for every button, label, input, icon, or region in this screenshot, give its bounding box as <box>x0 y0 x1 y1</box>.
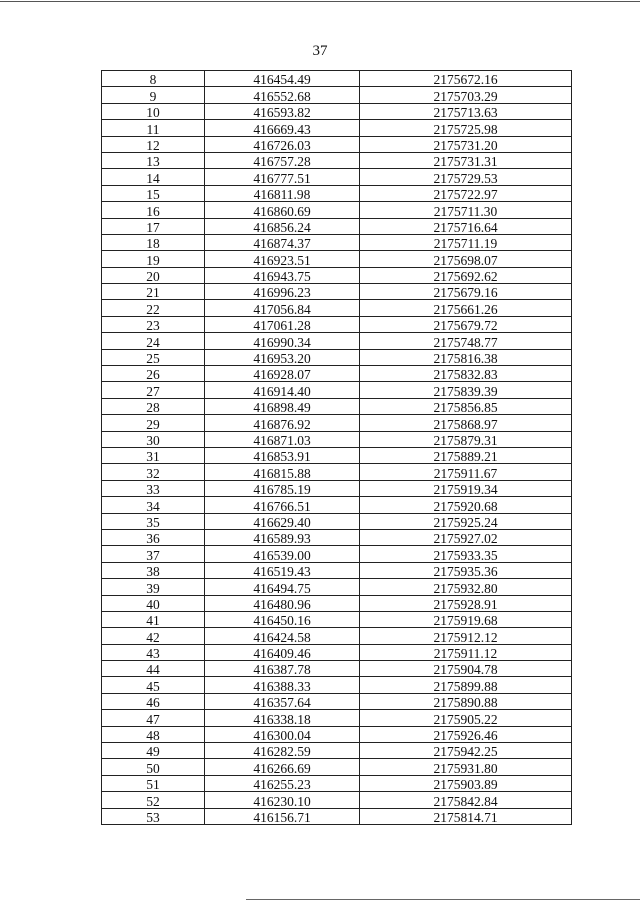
table-row <box>102 743 572 759</box>
y-coordinate-cell: 2175890.88 <box>360 693 572 709</box>
x-coordinate-cell: 416338.18 <box>205 710 360 726</box>
point-number-cell: 41 <box>102 611 205 627</box>
x-coordinate-cell: 416387.78 <box>205 661 360 677</box>
table-row <box>102 661 572 677</box>
coordinates-table-body <box>102 71 572 825</box>
y-coordinate-cell: 2175814.71 <box>360 808 572 824</box>
y-coordinate-cell: 2175729.53 <box>360 169 572 185</box>
table-row <box>102 579 572 595</box>
y-coordinate-cell: 2175928.91 <box>360 595 572 611</box>
table-row <box>102 267 572 283</box>
table-row <box>102 677 572 693</box>
table-row <box>102 234 572 250</box>
table-row <box>102 87 572 103</box>
point-number-cell: 10 <box>102 103 205 119</box>
x-coordinate-cell: 416266.69 <box>205 759 360 775</box>
table-row <box>102 447 572 463</box>
table-row <box>102 251 572 267</box>
point-number-cell: 32 <box>102 464 205 480</box>
y-coordinate-cell: 2175711.19 <box>360 234 572 250</box>
x-coordinate-cell: 416629.40 <box>205 513 360 529</box>
point-number-cell: 17 <box>102 218 205 234</box>
x-coordinate-cell: 416860.69 <box>205 202 360 218</box>
y-coordinate-cell: 2175679.72 <box>360 316 572 332</box>
point-number-cell: 48 <box>102 726 205 742</box>
point-number-cell: 46 <box>102 693 205 709</box>
y-coordinate-cell: 2175868.97 <box>360 415 572 431</box>
y-coordinate-cell: 2175716.64 <box>360 218 572 234</box>
table-row <box>102 349 572 365</box>
x-coordinate-cell: 416282.59 <box>205 743 360 759</box>
table-row <box>102 464 572 480</box>
x-coordinate-cell: 416388.33 <box>205 677 360 693</box>
table-row <box>102 136 572 152</box>
y-coordinate-cell: 2175919.34 <box>360 480 572 496</box>
table-row <box>102 398 572 414</box>
x-coordinate-cell: 416255.23 <box>205 775 360 791</box>
x-coordinate-cell: 416726.03 <box>205 136 360 152</box>
x-coordinate-cell: 416230.10 <box>205 792 360 808</box>
x-coordinate-cell: 416785.19 <box>205 480 360 496</box>
table-row <box>102 808 572 824</box>
y-coordinate-cell: 2175692.62 <box>360 267 572 283</box>
x-coordinate-cell: 417056.84 <box>205 300 360 316</box>
x-coordinate-cell: 416853.91 <box>205 447 360 463</box>
y-coordinate-cell: 2175927.02 <box>360 529 572 545</box>
y-coordinate-cell: 2175711.30 <box>360 202 572 218</box>
point-number-cell: 16 <box>102 202 205 218</box>
x-coordinate-cell: 416928.07 <box>205 366 360 382</box>
coordinates-table <box>101 70 572 825</box>
table-row <box>102 202 572 218</box>
x-coordinate-cell: 416480.96 <box>205 595 360 611</box>
table-row <box>102 775 572 791</box>
point-number-cell: 27 <box>102 382 205 398</box>
table-row <box>102 792 572 808</box>
point-number-cell: 24 <box>102 333 205 349</box>
y-coordinate-cell: 2175816.38 <box>360 349 572 365</box>
point-number-cell: 42 <box>102 628 205 644</box>
y-coordinate-cell: 2175731.31 <box>360 152 572 168</box>
point-number-cell: 19 <box>102 251 205 267</box>
point-number-cell: 50 <box>102 759 205 775</box>
table-row <box>102 71 572 87</box>
x-coordinate-cell: 416539.00 <box>205 546 360 562</box>
point-number-cell: 43 <box>102 644 205 660</box>
table-row <box>102 218 572 234</box>
table-row <box>102 759 572 775</box>
bottom-edge-line <box>246 899 640 900</box>
table-row <box>102 169 572 185</box>
y-coordinate-cell: 2175903.89 <box>360 775 572 791</box>
table-row <box>102 513 572 529</box>
x-coordinate-cell: 416874.37 <box>205 234 360 250</box>
point-number-cell: 49 <box>102 743 205 759</box>
table-row <box>102 103 572 119</box>
y-coordinate-cell: 2175926.46 <box>360 726 572 742</box>
table-row <box>102 726 572 742</box>
y-coordinate-cell: 2175722.97 <box>360 185 572 201</box>
y-coordinate-cell: 2175725.98 <box>360 120 572 136</box>
table-row <box>102 366 572 382</box>
y-coordinate-cell: 2175925.24 <box>360 513 572 529</box>
x-coordinate-cell: 416996.23 <box>205 284 360 300</box>
point-number-cell: 26 <box>102 366 205 382</box>
table-row <box>102 284 572 300</box>
y-coordinate-cell: 2175933.35 <box>360 546 572 562</box>
y-coordinate-cell: 2175748.77 <box>360 333 572 349</box>
y-coordinate-cell: 2175839.39 <box>360 382 572 398</box>
point-number-cell: 11 <box>102 120 205 136</box>
y-coordinate-cell: 2175703.29 <box>360 87 572 103</box>
x-coordinate-cell: 416450.16 <box>205 611 360 627</box>
x-coordinate-cell: 416519.43 <box>205 562 360 578</box>
y-coordinate-cell: 2175932.80 <box>360 579 572 595</box>
point-number-cell: 38 <box>102 562 205 578</box>
point-number-cell: 8 <box>102 71 205 87</box>
point-number-cell: 35 <box>102 513 205 529</box>
point-number-cell: 52 <box>102 792 205 808</box>
y-coordinate-cell: 2175832.83 <box>360 366 572 382</box>
point-number-cell: 15 <box>102 185 205 201</box>
point-number-cell: 13 <box>102 152 205 168</box>
point-number-cell: 33 <box>102 480 205 496</box>
y-coordinate-cell: 2175899.88 <box>360 677 572 693</box>
x-coordinate-cell: 416669.43 <box>205 120 360 136</box>
x-coordinate-cell: 416552.68 <box>205 87 360 103</box>
x-coordinate-cell: 416871.03 <box>205 431 360 447</box>
point-number-cell: 22 <box>102 300 205 316</box>
table-row <box>102 546 572 562</box>
y-coordinate-cell: 2175879.31 <box>360 431 572 447</box>
x-coordinate-cell: 416766.51 <box>205 497 360 513</box>
table-row <box>102 693 572 709</box>
y-coordinate-cell: 2175731.20 <box>360 136 572 152</box>
point-number-cell: 14 <box>102 169 205 185</box>
x-coordinate-cell: 416156.71 <box>205 808 360 824</box>
table-row <box>102 595 572 611</box>
table-row <box>102 710 572 726</box>
x-coordinate-cell: 417061.28 <box>205 316 360 332</box>
table-row <box>102 152 572 168</box>
x-coordinate-cell: 416777.51 <box>205 169 360 185</box>
point-number-cell: 53 <box>102 808 205 824</box>
y-coordinate-cell: 2175698.07 <box>360 251 572 267</box>
page-number: 37 <box>312 43 328 59</box>
y-coordinate-cell: 2175912.12 <box>360 628 572 644</box>
point-number-cell: 36 <box>102 529 205 545</box>
x-coordinate-cell: 416943.75 <box>205 267 360 283</box>
point-number-cell: 18 <box>102 234 205 250</box>
table-row <box>102 628 572 644</box>
point-number-cell: 20 <box>102 267 205 283</box>
x-coordinate-cell: 416856.24 <box>205 218 360 234</box>
x-coordinate-cell: 416811.98 <box>205 185 360 201</box>
table-row <box>102 333 572 349</box>
point-number-cell: 9 <box>102 87 205 103</box>
y-coordinate-cell: 2175856.85 <box>360 398 572 414</box>
y-coordinate-cell: 2175904.78 <box>360 661 572 677</box>
point-number-cell: 12 <box>102 136 205 152</box>
y-coordinate-cell: 2175679.16 <box>360 284 572 300</box>
point-number-cell: 29 <box>102 415 205 431</box>
y-coordinate-cell: 2175931.80 <box>360 759 572 775</box>
y-coordinate-cell: 2175905.22 <box>360 710 572 726</box>
table-row <box>102 529 572 545</box>
table-row <box>102 480 572 496</box>
y-coordinate-cell: 2175920.68 <box>360 497 572 513</box>
y-coordinate-cell: 2175919.68 <box>360 611 572 627</box>
table-row <box>102 431 572 447</box>
y-coordinate-cell: 2175911.12 <box>360 644 572 660</box>
table-row <box>102 497 572 513</box>
y-coordinate-cell: 2175911.67 <box>360 464 572 480</box>
y-coordinate-cell: 2175942.25 <box>360 743 572 759</box>
x-coordinate-cell: 416494.75 <box>205 579 360 595</box>
point-number-cell: 40 <box>102 595 205 611</box>
table-row <box>102 382 572 398</box>
table-row <box>102 120 572 136</box>
x-coordinate-cell: 416914.40 <box>205 382 360 398</box>
point-number-cell: 37 <box>102 546 205 562</box>
x-coordinate-cell: 416589.93 <box>205 529 360 545</box>
point-number-cell: 30 <box>102 431 205 447</box>
x-coordinate-cell: 416876.92 <box>205 415 360 431</box>
x-coordinate-cell: 416953.20 <box>205 349 360 365</box>
x-coordinate-cell: 416454.49 <box>205 71 360 87</box>
y-coordinate-cell: 2175713.63 <box>360 103 572 119</box>
table-row <box>102 316 572 332</box>
y-coordinate-cell: 2175889.21 <box>360 447 572 463</box>
point-number-cell: 25 <box>102 349 205 365</box>
point-number-cell: 47 <box>102 710 205 726</box>
table-row <box>102 415 572 431</box>
table-row <box>102 300 572 316</box>
x-coordinate-cell: 416898.49 <box>205 398 360 414</box>
y-coordinate-cell: 2175935.36 <box>360 562 572 578</box>
point-number-cell: 23 <box>102 316 205 332</box>
point-number-cell: 34 <box>102 497 205 513</box>
x-coordinate-cell: 416593.82 <box>205 103 360 119</box>
table-row <box>102 644 572 660</box>
x-coordinate-cell: 416357.64 <box>205 693 360 709</box>
table-row <box>102 185 572 201</box>
top-edge-line <box>0 1 640 2</box>
x-coordinate-cell: 416757.28 <box>205 152 360 168</box>
y-coordinate-cell: 2175842.84 <box>360 792 572 808</box>
y-coordinate-cell: 2175672.16 <box>360 71 572 87</box>
point-number-cell: 21 <box>102 284 205 300</box>
point-number-cell: 31 <box>102 447 205 463</box>
x-coordinate-cell: 416815.88 <box>205 464 360 480</box>
point-number-cell: 28 <box>102 398 205 414</box>
point-number-cell: 44 <box>102 661 205 677</box>
point-number-cell: 51 <box>102 775 205 791</box>
point-number-cell: 45 <box>102 677 205 693</box>
x-coordinate-cell: 416424.58 <box>205 628 360 644</box>
x-coordinate-cell: 416409.46 <box>205 644 360 660</box>
y-coordinate-cell: 2175661.26 <box>360 300 572 316</box>
table-row <box>102 611 572 627</box>
x-coordinate-cell: 416923.51 <box>205 251 360 267</box>
x-coordinate-cell: 416990.34 <box>205 333 360 349</box>
point-number-cell: 39 <box>102 579 205 595</box>
x-coordinate-cell: 416300.04 <box>205 726 360 742</box>
table-row <box>102 562 572 578</box>
